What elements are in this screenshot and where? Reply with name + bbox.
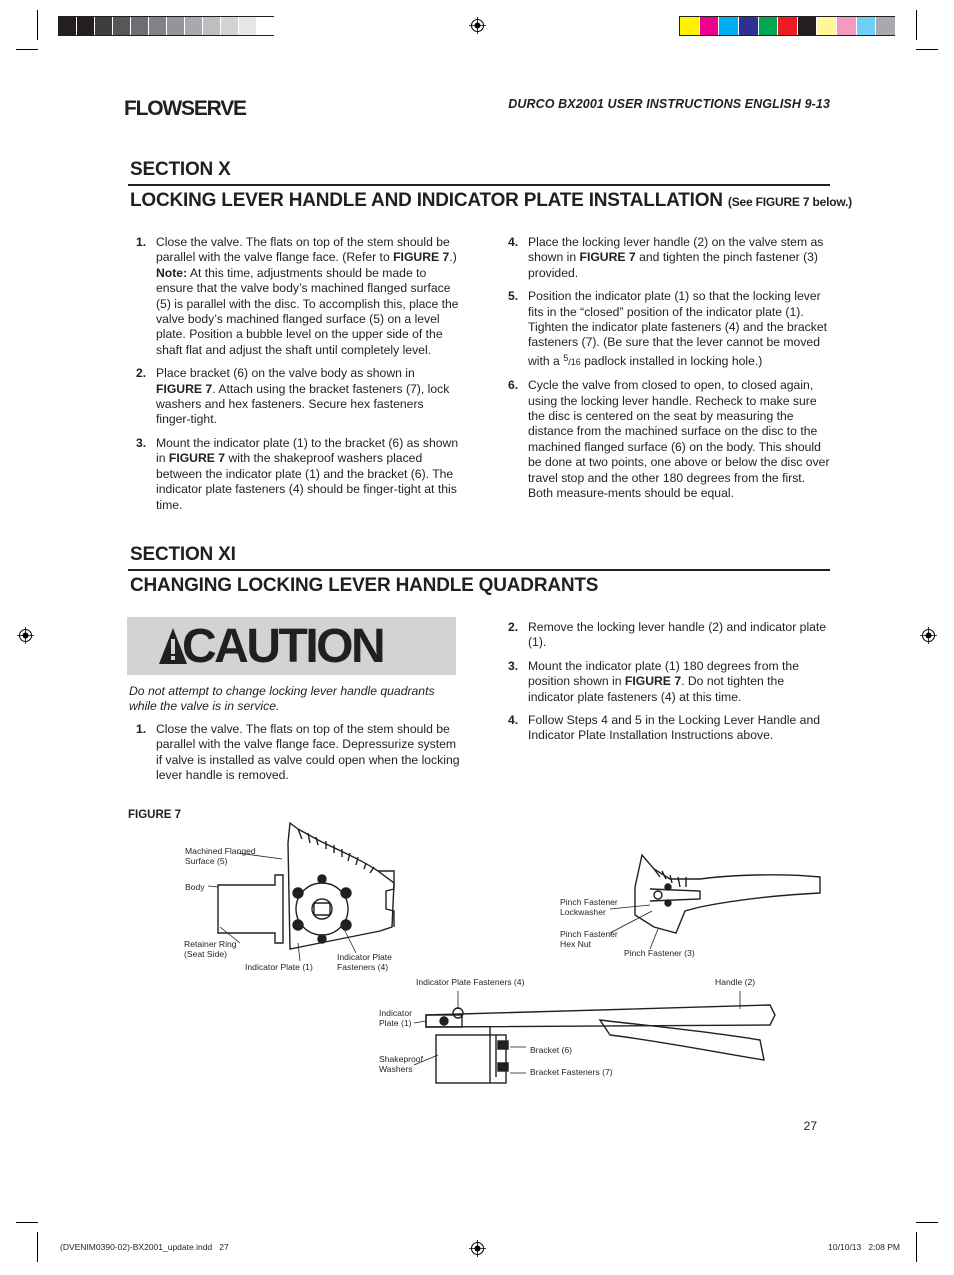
item-text: Place the locking lever handle (2) on the valve stem as shown in xyxy=(528,235,824,265)
section-xi-right-column xyxy=(502,620,832,752)
color-swatch xyxy=(719,17,739,35)
item-text: and tighten the pinch fastener (3) provided. xyxy=(528,250,818,280)
item-text: Position the indicator plate (1) so that the locking lever fits in the “closed” position of the indicator plate (1). Tighten the indicator plate fasteners (4) and the bracket fasteners (7). (Be sure that the lever cannot be moved with a xyxy=(528,289,827,368)
callout-surface: Surface (5) xyxy=(185,856,228,866)
item-number: 2. xyxy=(136,366,147,381)
item-text: Remove the locking lever handle (2) and indicator plate (1). xyxy=(528,620,827,650)
color-swatch xyxy=(59,17,77,35)
callout-handle: Handle (2) xyxy=(715,977,756,987)
figure-reference: FIGURE 7 xyxy=(579,250,636,265)
item-text: . Attach using the bracket fasteners (7), lock washers and hex fasteners. Secure hex fasteners finger-tight. xyxy=(156,381,450,427)
process-color-bar xyxy=(679,16,895,36)
section-x-heading xyxy=(130,190,852,212)
color-swatch xyxy=(113,17,131,35)
list-item xyxy=(502,378,832,501)
item-text: . Do not tighten the indicator plate fasteners (4) at this time. xyxy=(528,674,785,704)
section-x-left-column xyxy=(130,235,460,521)
crop-mark xyxy=(916,10,917,40)
callout-seat-side: (Seat Side) xyxy=(184,949,227,959)
callout-retainer-ring: Retainer Ring xyxy=(184,939,237,949)
callout-bracket-fasteners: Bracket Fasteners (7) xyxy=(530,1067,613,1077)
section-xi-title: CHANGING LOCKING LEVER HANDLE QUADRANTS xyxy=(130,575,599,596)
registration-mark-icon xyxy=(469,17,486,34)
section-x-label: SECTION X xyxy=(130,159,231,180)
section-divider xyxy=(128,184,830,186)
crop-mark xyxy=(16,49,38,50)
item-text: Close the valve. The flats on top of the stem should be parallel with the valve flange face. Depressurize system if valve is installed as valve could open when the locking lever handle is removed. xyxy=(156,722,460,783)
color-swatch xyxy=(131,17,149,35)
crop-mark xyxy=(37,1232,38,1262)
figure-label: FIGURE 7 xyxy=(128,809,182,821)
color-swatch xyxy=(149,17,167,35)
callout-pinch-fastener-2: Pinch Fastener xyxy=(560,929,618,939)
figure-reference: FIGURE 7 xyxy=(156,381,213,396)
list-item xyxy=(130,366,460,428)
color-swatch xyxy=(203,17,221,35)
crop-mark xyxy=(916,1232,917,1262)
figure-7-drawing xyxy=(180,815,830,1090)
callout-fasteners-4: Fasteners (4) xyxy=(337,962,389,972)
callout-pinch-fastener-3: Pinch Fastener (3) xyxy=(624,948,695,958)
item-text: with the shakeproof washers placed between the indicator plate (1) and the bracket (6). The indicator plate fasteners (4) should be finger-tight at this time. xyxy=(156,451,457,512)
item-number: 1. xyxy=(136,235,147,249)
item-number: 3. xyxy=(136,435,147,450)
callout-lockwasher: Lockwasher xyxy=(560,907,606,917)
grayscale-color-bar xyxy=(58,16,274,36)
caution-text: Do not attempt to change locking lever handle quadrants while the valve is in service. xyxy=(129,684,435,714)
list-item xyxy=(502,620,832,651)
callout-body: Body xyxy=(185,882,205,892)
crop-mark xyxy=(916,1222,938,1223)
list-item xyxy=(130,235,460,358)
list-item xyxy=(502,289,832,370)
callout-shakeproof: Shakeproof xyxy=(379,1054,423,1064)
figure-reference: FIGURE 7 xyxy=(168,451,226,466)
section-divider xyxy=(128,569,830,571)
page-number: 27 xyxy=(803,1119,817,1133)
item-text: padlock installed in locking hole.) xyxy=(580,353,763,368)
registration-mark-icon xyxy=(17,627,34,644)
item-number: 6. xyxy=(508,378,519,393)
callout-indicator-plate-fasteners-top: Indicator Plate Fasteners (4) xyxy=(416,977,525,987)
registration-mark-icon xyxy=(920,627,937,644)
callout-pinch-fastener: Pinch Fastener xyxy=(560,897,618,907)
crop-mark xyxy=(916,49,938,50)
color-swatch xyxy=(95,17,113,35)
color-swatch xyxy=(185,17,203,35)
crop-mark xyxy=(37,10,38,40)
color-swatch xyxy=(837,17,857,35)
color-swatch xyxy=(817,17,837,35)
callout-indicator: Indicator xyxy=(379,1008,412,1018)
flowserve-logo xyxy=(124,97,246,121)
color-swatch xyxy=(876,17,896,35)
callout-indicator-plate-fasteners: Indicator Plate xyxy=(337,952,392,962)
list-item xyxy=(502,235,832,281)
color-swatch xyxy=(857,17,877,35)
item-number: 5. xyxy=(508,289,519,304)
color-swatch xyxy=(700,17,720,35)
callout-machined-flanged: Machined Flanged xyxy=(185,846,256,856)
item-text: Cycle the valve from closed to open, to closed again, using the locking lever handle. Recheck to make sure the disc is centered on the seat by measuring the distance from the machined surface on the disc to the machined flanged surface (6) on the body. This should be done at two points, one above or below the disc over travel stop and the other 180 degrees from the first. Both measure-ments should be equal. xyxy=(528,378,830,501)
callout-plate-1: Plate (1) xyxy=(379,1018,412,1028)
caution-word: CAUTION xyxy=(182,620,384,673)
item-number: 3. xyxy=(508,658,519,673)
section-x-right-column xyxy=(502,235,832,510)
item-text: Place bracket (6) on the valve body as shown in xyxy=(156,366,415,381)
figure-reference: FIGURE 7 xyxy=(393,250,450,265)
file-name: (DVENIM0390-02)-BX2001_update.indd 27 xyxy=(60,1242,229,1252)
crop-mark xyxy=(16,1222,38,1223)
item-number: 4. xyxy=(508,235,519,249)
note-text: At this time, adjustments should be made to ensure that the valve body’s machined flanged surface (5) is parallel with the disc. To accomplish this, place the valve body’s machined flanged surface (5) on a level plate. Position a bubble level on the upper side of the shaft flat and adjust the shaft until completely level. xyxy=(156,265,459,357)
section-x-title: LOCKING LEVER HANDLE AND INDICATOR PLATE INSTALLATION xyxy=(130,190,723,211)
color-swatch xyxy=(167,17,185,35)
item-number: 4. xyxy=(508,713,519,728)
list-item xyxy=(130,722,460,784)
logo-text: FLOWSERVE xyxy=(124,97,246,120)
timestamp: 10/10/13 2:08 PM xyxy=(828,1242,900,1252)
list-item xyxy=(502,713,832,744)
color-swatch xyxy=(680,17,700,35)
registration-mark-icon xyxy=(469,1240,486,1257)
item-text: .) xyxy=(449,250,457,265)
color-swatch xyxy=(257,17,275,35)
fraction-numerator: 5 xyxy=(563,352,569,363)
callout-bracket: Bracket (6) xyxy=(530,1045,573,1055)
figure-reference: FIGURE 7 xyxy=(624,674,682,689)
section-xi-label: SECTION XI xyxy=(130,544,236,565)
section-xi-left-column xyxy=(130,722,460,792)
fraction-denominator: /16 xyxy=(568,356,581,367)
note-label: Note: xyxy=(156,265,188,280)
list-item xyxy=(130,436,460,513)
document-title: DURCO BX2001 USER INSTRUCTIONS ENGLISH 9-13 xyxy=(508,97,830,111)
color-swatch xyxy=(77,17,95,35)
item-number: 2. xyxy=(508,620,519,634)
callout-indicator-plate: Indicator Plate (1) xyxy=(245,962,313,972)
callout-washers: Washers xyxy=(379,1064,413,1074)
color-swatch xyxy=(798,17,818,35)
color-swatch xyxy=(221,17,239,35)
color-swatch xyxy=(739,17,759,35)
item-text: Close the valve. The flats on top of the stem should be parallel with the valve flange face. (Refer to xyxy=(156,235,450,265)
list-item xyxy=(502,659,832,705)
color-swatch xyxy=(778,17,798,35)
item-text: Mount the indicator plate (1) to the bracket (6) as shown in xyxy=(156,435,459,466)
item-text: Mount the indicator plate (1) 180 degrees from the position shown in xyxy=(528,658,799,689)
item-number: 1. xyxy=(136,722,147,736)
item-text: Follow Steps 4 and 5 in the Locking Lever Handle and Indicator Plate Installation Instructions above. xyxy=(528,713,821,743)
color-swatch xyxy=(239,17,257,35)
callout-hex-nut: Hex Nut xyxy=(560,939,592,949)
color-swatch xyxy=(759,17,779,35)
section-x-title-note: (See FIGURE 7 below.) xyxy=(727,195,852,209)
